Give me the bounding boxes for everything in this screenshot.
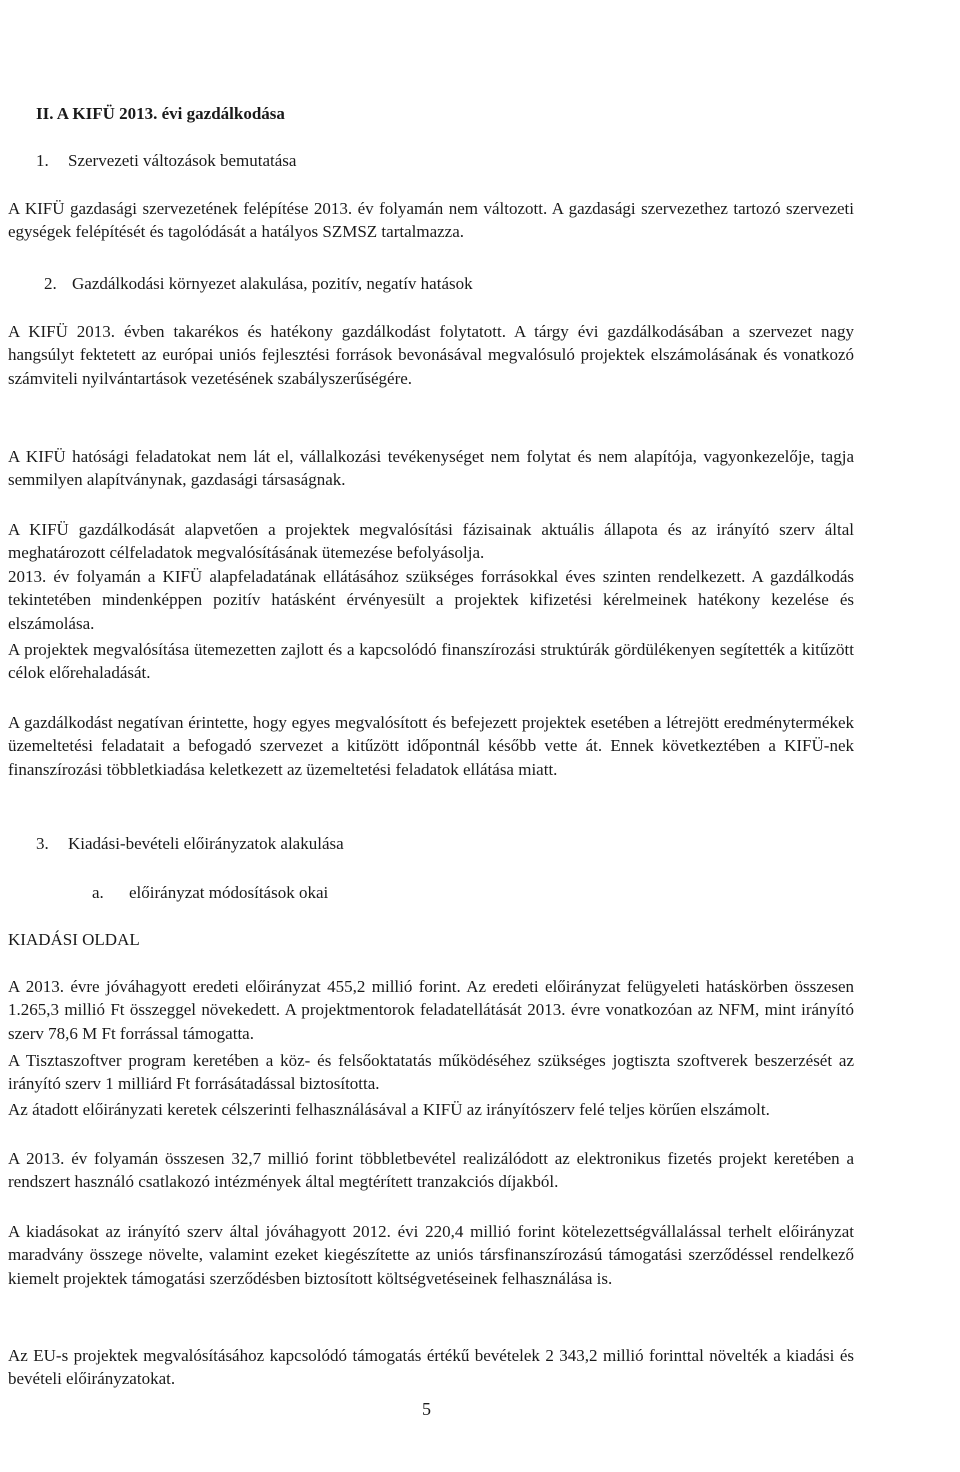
kiadasi-oldal-label: KIADÁSI OLDAL bbox=[8, 930, 140, 949]
page-number: 5 bbox=[422, 1399, 431, 1419]
chapter-heading: II. A KIFÜ 2013. évi gazdálkodása bbox=[36, 104, 285, 123]
section-3-title: Kiadási-bevételi előirányzatok alakulása bbox=[68, 834, 344, 853]
paragraph-resources-2013: 2013. év folyamán a KIFÜ alapfeladatának ellátásához szükséges forrásokkal éves szinten rendelkezett. A gazdálkodás tekintetében mindenképpen pozitív hatásként érvényesült a projektek kifizetési kérelmeinek hatékony kezelése és elszámolása. bbox=[8, 567, 854, 633]
subsection-a-letter: a. bbox=[92, 883, 104, 902]
paragraph-residual-appropriation: A kiadásokat az irányító szerv által jóváhagyott 2012. évi 220,4 millió forint kötelezettségvállalással terhelt előirányzat maradvány összege növelte, valamint ezeket kiegészítette az uniós társfinanszírozású támogatási szerződéssel rendelkező kiemelt projektek támogatási szerződésben biztosított költségvetéseinek felhasználása is. bbox=[8, 1222, 854, 1288]
paragraph-eu-projects: Az EU-s projektek megvalósításához kapcsolódó támogatás értékű bevételek 2 343,2 millió forinttal növelték a kiadási és bevételi előirányzatokat. bbox=[8, 1346, 854, 1389]
paragraph-settlement: Az átadott előirányzati keretek célszerinti felhasználásával a KIFÜ az irányítószerv felé teljes körűen elszámolt. bbox=[8, 1100, 770, 1119]
paragraph-org-structure: A KIFÜ gazdasági szervezetének felépítése 2013. év folyamán nem változott. A gazdasági szervezethez tartozó szervezeti egységek felépítését és tagolódását a hatályos SZMSZ tartalmazza. bbox=[8, 199, 854, 242]
paragraph-original-appropriation: A 2013. évre jóváhagyott eredeti előirányzat 455,2 millió forint. Az eredeti előirányzat felügyeleti hatáskörben összesen 1.265,3 millió Ft összeggel növekedett. A projektmentorok feladatellátását 2013. évre vonatkozóan az NFM, mint irányító szerv 78,6 M Ft forrással támogatta. bbox=[8, 977, 854, 1043]
subsection-a-heading bbox=[92, 881, 328, 904]
section-2-title: Gazdálkodási környezet alakulása, pozitív, negatív hatások bbox=[72, 274, 473, 293]
section-3-heading bbox=[36, 832, 344, 855]
subsection-a-title: előirányzat módosítások okai bbox=[129, 883, 329, 902]
paragraph-tisztaszoftver: A Tisztaszoftver program keretében a köz- és felsőoktatatás működéséhez szükséges jogtiszta szoftverek beszerzését az irányító szerv 1 milliárd Ft forrásátadással biztosította. bbox=[8, 1051, 854, 1094]
paragraph-extra-revenue: A 2013. év folyamán összesen 32,7 millió forint többletbevétel realizálódott az elektronikus fizetés projekt keretében a rendszert használó csatlakozó intézmények által megtérített tranzakciós díjakból. bbox=[8, 1149, 854, 1192]
paragraph-project-phases: A KIFÜ gazdálkodását alapvetően a projektek megvalósítási fázisainak aktuális állapota és az irányító szerv által meghatározott célfeladatok megvalósításának ütemezése befolyásolja. bbox=[8, 520, 854, 563]
section-2-number: 2. bbox=[44, 274, 57, 293]
section-1-number: 1. bbox=[36, 151, 49, 170]
section-2-heading bbox=[44, 272, 473, 295]
paragraph-efficient-management: A KIFÜ 2013. évben takarékos és hatékony gazdálkodást folytatott. A tárgy évi gazdálkodásában a szervezet nagy hangsúlyt fektetett az európai uniós fejlesztési források bevonásával megvalósuló projektek elszámolásának és vonatkozó számviteli nyilvántartások vezetésének szabályszerűségére. bbox=[8, 322, 854, 388]
paragraph-negative-effects: A gazdálkodást negatívan érintette, hogy egyes megvalósított és befejezett projektek esetében a létrejött eredménytermékek üzemeltetési feladatait a befogadó szervezet a kitűzött időpontnál később vette át. Ennek következtében a KIFÜ-nek finanszírozási többletkiadása keletkezett az üzemeltetési feladatok ellátása miatt. bbox=[8, 713, 854, 779]
section-1-title: Szervezeti változások bemutatása bbox=[68, 151, 297, 170]
paragraph-no-authority-tasks: A KIFÜ hatósági feladatokat nem lát el, vállalkozási tevékenységet nem folytat és nem alapítója, vagyonkezelője, tagja semmilyen alapítványnak, gazdasági társaságnak. bbox=[8, 447, 854, 490]
section-1-heading bbox=[36, 149, 296, 172]
section-3-number: 3. bbox=[36, 834, 49, 853]
paragraph-project-schedule: A projektek megvalósítása ütemezetten zajlott és a kapcsolódó finanszírozási struktúrák gördülékenyen segítették a kitűzött célok előrehaladását. bbox=[8, 640, 854, 683]
